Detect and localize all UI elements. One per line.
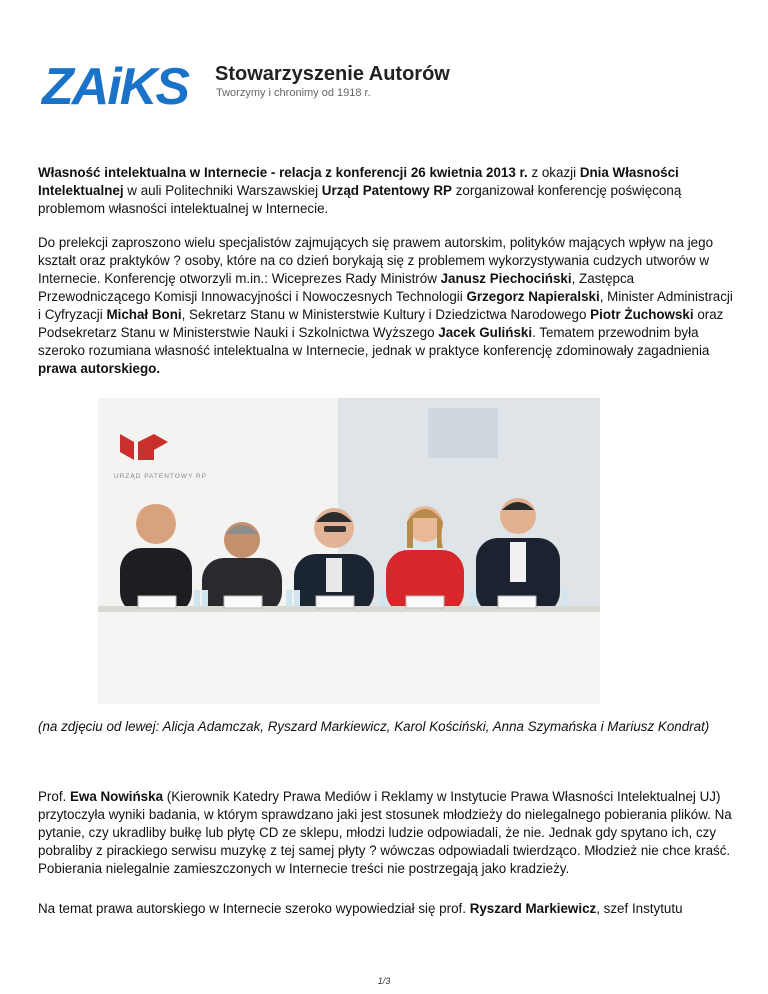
zaiks-logo <box>40 54 460 110</box>
org-tagline: Tworzymy i chronimy od 1918 r. <box>216 87 371 99</box>
article-title: Własność intelektualna w Internecie - relacja z konferencji 26 kwietnia 2013 r. <box>38 165 528 180</box>
paragraph-speakers: Do prelekcji zaproszono wielu specjalistów zajmujących się prawem autorskim, polityków mających wpływ na jego kształt oraz praktyków ? osoby, które na co dzień borykają się z problemem wykorzystywania cudzych utworów w Internecie. Konferencję otworzyli m.in.: Wiceprezes Rady Ministrów Janusz Piechociński, Zastępca Przewodniczącego Komisji Innowacyjności i Nowoczesnych Technologii Grzegorz Napieralski, Minister Administracji i Cyfryzacji Michał Boni, Sekretarz Stanu w Ministerstwie Kultury i Dziedzictwa Narodowego Piotr Żuchowski oraz Podsekretarz Stanu w Ministerstwie Nauki i Szkolnictwa Wyższego Jacek Guliński. Tematem przewodnim była szeroko rozumiana własność intelektualna w Internecie, jednak w praktyce konferencję zdominowały zagadnienia prawa autorskiego. <box>38 235 733 376</box>
zaiks-logo-mark <box>40 54 200 110</box>
photo-caption: (na zdjęciu od lewej: Alicja Adamczak, Ryszard Markiewicz, Karol Kościński, Anna Szymańska i Mariusz Kondrat) <box>38 719 710 734</box>
page-number: 1/3 <box>377 976 391 986</box>
conference-photo <box>98 398 600 704</box>
backdrop-label: URZĄD PATENTOWY RP <box>114 473 207 480</box>
article-body <box>38 164 733 378</box>
org-name: Stowarzyszenie Autorów <box>215 63 450 85</box>
paragraph-nowinska: Prof. Ewa Nowińska (Kierownik Katedry Prawa Mediów i Reklamy w Instytucie Prawa Własności Intelektualnej UJ) przytoczyła wyniki badania, w którym sprawdzano jaki jest stosunek młodzieży do nielegalnego pobierania plików. Na pytanie, czy ukradliby bułkę lub płytę CD ze sklepu, młodzi ludzie odpowiadali, że nie. Jednak gdy spytano ich, czy pobraliby z pirackiego serwisu muzykę z tej samej płyty ? wówczas odpowiadali twierdząco. Młodzież nie chce kraść. Pobierania nielegalnie zamieszczonych w Internecie treści nie postrzegają jako kradzieży. <box>38 789 732 876</box>
paragraph-markiewicz: Na temat prawa autorskiego w Internecie szeroko wypowiedział się prof. Ryszard Markiewicz, szef Instytutu <box>38 901 683 916</box>
logo-wordmark: ZAiKS <box>42 58 188 110</box>
conference-photo-art <box>98 398 600 704</box>
paragraph-intro: Własność intelektualna w Internecie - relacja z konferencji 26 kwietnia 2013 r. z okazji Dnia Własności Intelektualnej w auli Politechniki Warszawskiej Urząd Patentowy RP zorganizował konferencję poświęconą problemom własności intelektualnej w Internecie. <box>38 165 682 216</box>
